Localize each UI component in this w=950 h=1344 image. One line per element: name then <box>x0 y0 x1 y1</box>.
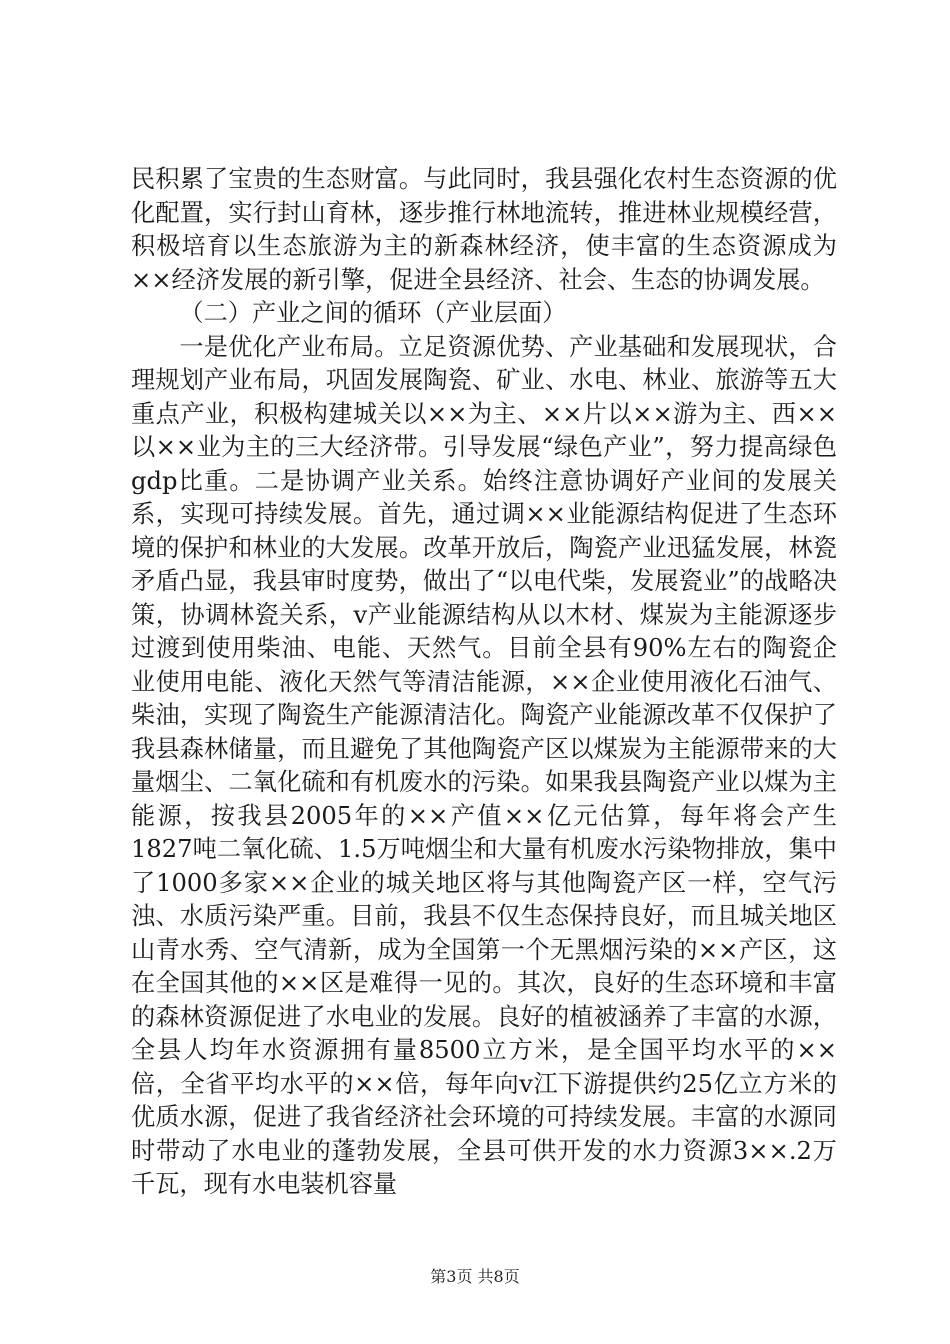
body-paragraph: 一是优化产业布局。立足资源优势、产业基础和发展现状，合理规划产业布局，巩固发展陶瓷、矿业、水电、林业、旅游等五大重点产业，积极构建城关以××为主、××片以××游为主、西××以××业为主的三大经济带。引导发展“绿色产业”，努力提高绿色gdp比重。二是协调产业关系。始终注意协调好产业间的发展关系，实现可持续发展。首先，通过调××业能源结构促进了生态环境的保护和林业的大发展。改革开放后，陶瓷产业迅猛发展，林瓷矛盾凸显，我县审时度势，做出了“以电代柴，发展瓷业”的战略决策，协调林瓷关系，v产业能源结构从以木材、煤炭为主能源逐步过渡到使用柴油、电能、天然气。目前全县有90%左右的陶瓷企业使用电能、液化天然气等清洁能源，××企业使用液化石油气、柴油，实现了陶瓷生产能源清洁化。陶瓷产业能源改革不仅保护了我县森林储量，而且避免了其他陶瓷产区以煤炭为主能源带来的大量烟尘、二氧化硫和有机废水的污染。如果我县陶瓷产业以煤为主能源，按我县2005年的××产值××亿元估算，每年将会产生1827吨二氧化硫、1.5万吨烟尘和大量有机废水污染物排放，集中了1000多家××企业的城关地区将与其他陶瓷产区一样，空气污浊、水质污染严重。目前，我县不仅生态保持良好，而且城关地区山青水秀、空气清新，成为全国第一个无黑烟污染的××产区，这在全国其他的××区是难得一见的。其次，良好的生态环境和丰富的森林资源促进了水电业的发展。良好的植被涵养了丰富的水源，全县人均年水资源拥有量8500立方米，是全国平均水平的××倍，全省平均水平的××倍，每年向v江下游提供约25亿立方米的优质水源，促进了我省经济社会环境的可持续发展。丰富的水源同时带动了水电业的蓬勃发展，全县可供开发的水力资源3××.2万千瓦，现有水电装机容量 <box>131 332 837 1198</box>
body-paragraph-continuation: 民积累了宝贵的生态财富。与此同时，我县强化农村生态资源的优化配置，实行封山育林，逐步推行林地流转，推进林业规模经营，积极培育以生态旅游为主的新森林经济，使丰富的生态资源成为××经济发展的新引擎，促进全县经济、社会、生态的协调发展。 <box>131 165 837 294</box>
page-footer <box>0 1264 950 1287</box>
section-heading: （二）产业之间的循环（产业层面） <box>179 299 567 327</box>
document-body <box>131 163 837 1202</box>
page-number-label: 第3页 共8页 <box>430 1267 520 1286</box>
